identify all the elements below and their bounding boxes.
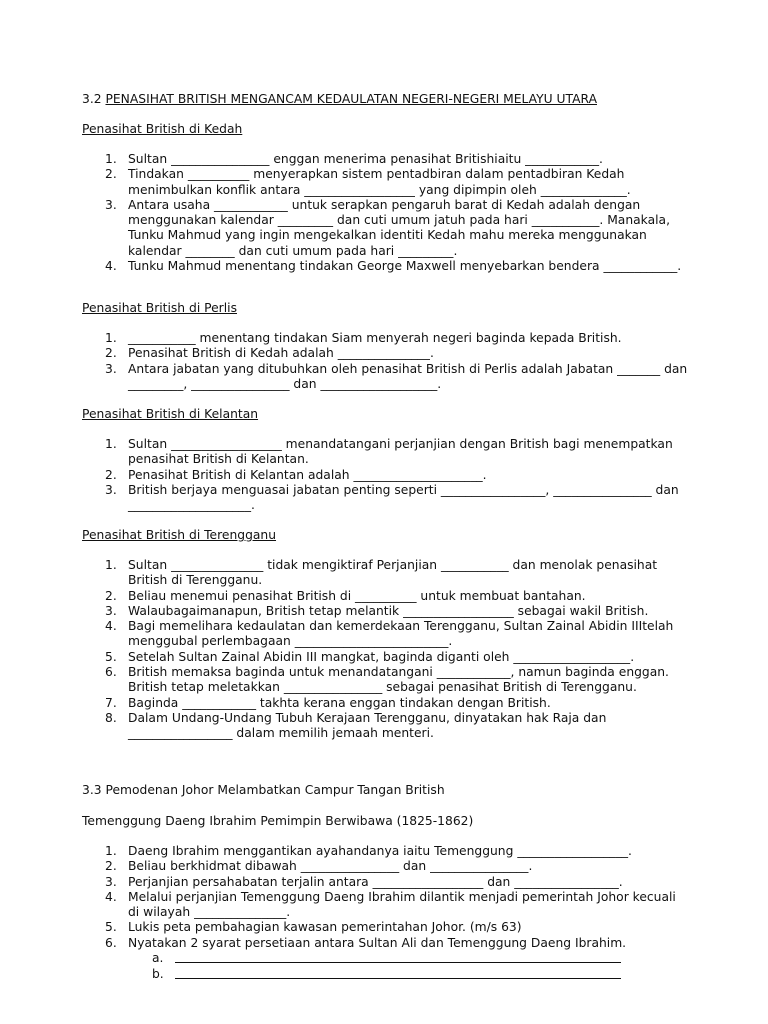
perlis-heading: Penasihat British di Perlis bbox=[82, 301, 237, 315]
section-title: PENASIHAT BRITISH MENGANCAM KEDAULATAN NEGERI-NEGERI MELAYU UTARA bbox=[105, 92, 597, 106]
list-item: 8. Dalam Undang-Undang Tubuh Kerajaan Terengganu, dinyatakan hak Raja dan _________________ dalam memilih jemaah menteri. bbox=[105, 710, 607, 741]
kedah-heading: Penasihat British di Kedah bbox=[82, 122, 243, 136]
johor-list bbox=[0, 844, 768, 951]
list-item: 1. Sultan __________________ menandatangani perjanjian dengan British bagi menempatkan penasihat British di Kelantan. bbox=[105, 437, 673, 467]
johor-sub-list bbox=[0, 951, 768, 984]
section-number: 3.2 bbox=[82, 92, 102, 106]
list-item: 5. Lukis peta pembahagian kawasan pemerintahan Johor. (m/s 63) bbox=[105, 920, 522, 935]
answer-line-b[interactable]: b. bbox=[0, 967, 768, 983]
list-item: 2. Penasihat British di Kedah adalah _______________. bbox=[105, 346, 434, 361]
section-3-2-heading bbox=[82, 92, 597, 106]
list-item: 3. Antara jabatan yang ditubuhkan oleh penasihat British di Perlis adalah Jabatan _______ dan _________, ________________ dan ___________________. bbox=[105, 361, 688, 391]
blank-line[interactable] bbox=[175, 951, 621, 963]
section-3-3-title: 3.3 Pemodenan Johor Melambatkan Campur Tangan British bbox=[82, 783, 445, 797]
list-item: 2. Tindakan __________ menyerapkan sistem pentadbiran dalam pentadbiran Kedah menimbulkan konflik antara __________________ yang dipimpin oleh ______________. bbox=[105, 167, 631, 197]
list-item: 3. Antara usaha ____________ untuk serapkan pengaruh barat di Kedah adalah dengan menggunakan kalendar _________ dan cuti umum jatuh pada hari ___________. Manakala, Tunku Mahmud yang ingin mengekalkan identiti Kedah mahu mereka menggunakan kalendar ________ dan cuti umum pada hari _________. bbox=[105, 197, 670, 258]
terengganu-list bbox=[0, 558, 768, 742]
list-item: 6. Nyatakan 2 syarat persetiaan antara Sultan Ali dan Temenggung Daeng Ibrahim. bbox=[105, 935, 627, 950]
list-item: 2. Beliau menemui penasihat British di __________ untuk membuat bantahan. bbox=[105, 588, 586, 603]
list-item: 3. Perjanjian persahabatan terjalin antara __________________ dan _________________. bbox=[105, 874, 623, 889]
perlis-list bbox=[0, 331, 768, 392]
johor-heading: Temenggung Daeng Ibrahim Pemimpin Berwibawa (1825-1862) bbox=[82, 814, 474, 828]
list-item: 4. Melalui perjanjian Temenggung Daeng Ibrahim dilantik menjadi pemerintah Johor kecuali di wilayah _______________. bbox=[105, 889, 676, 920]
blank-line[interactable] bbox=[175, 967, 621, 979]
list-item: 1. ___________ menentang tindakan Siam menyerah negeri baginda kepada British. bbox=[105, 331, 622, 345]
list-item: 1. Sultan _______________ tidak mengiktiraf Perjanjian ___________ dan menolak penasihat British di Terengganu. bbox=[105, 558, 658, 588]
list-item: 1. Sultan ________________ enggan menerima penasihat Britishiaitu ____________. bbox=[105, 152, 603, 166]
list-item: 4. Tunku Mahmud menentang tindakan George Maxwell menyebarkan bendera ____________. bbox=[105, 259, 682, 274]
kelantan-list bbox=[0, 437, 768, 513]
list-item: 7. Baginda ____________ takhta kerana enggan tindakan dengan British. bbox=[105, 695, 551, 710]
answer-line-a[interactable]: a. bbox=[0, 951, 768, 967]
list-item: 4. Bagi memelihara kedaulatan dan kemerdekaan Terengganu, Sultan Zainal Abidin IIItelah menggubal perlembagaan _________________________. bbox=[105, 619, 674, 649]
kedah-list bbox=[0, 152, 768, 274]
list-item: 5. Setelah Sultan Zainal Abidin III mangkat, baginda diganti oleh ___________________. bbox=[105, 649, 635, 664]
kelantan-heading: Penasihat British di Kelantan bbox=[82, 407, 259, 421]
list-item: 3. Walaubagaimanapun, British tetap melantik __________________ sebagai wakil British. bbox=[105, 603, 649, 618]
list-item: 2. Beliau berkhidmat dibawah ________________ dan ________________. bbox=[105, 859, 533, 874]
terengganu-heading: Penasihat British di Terengganu bbox=[82, 528, 277, 542]
list-item: 3. British berjaya menguasai jabatan penting seperti _________________, ________________ dan ____________________. bbox=[105, 482, 679, 513]
list-item: 2. Penasihat British di Kelantan adalah _____________________. bbox=[105, 467, 487, 482]
list-item: 6. British memaksa baginda untuk menandatangani ____________, namun baginda enggan. British tetap meletakkan ________________ sebagai penasihat British di Terengganu. bbox=[105, 665, 669, 695]
list-item: 1. Daeng Ibrahim menggantikan ayahandanya iaitu Temenggung __________________. bbox=[105, 844, 632, 858]
